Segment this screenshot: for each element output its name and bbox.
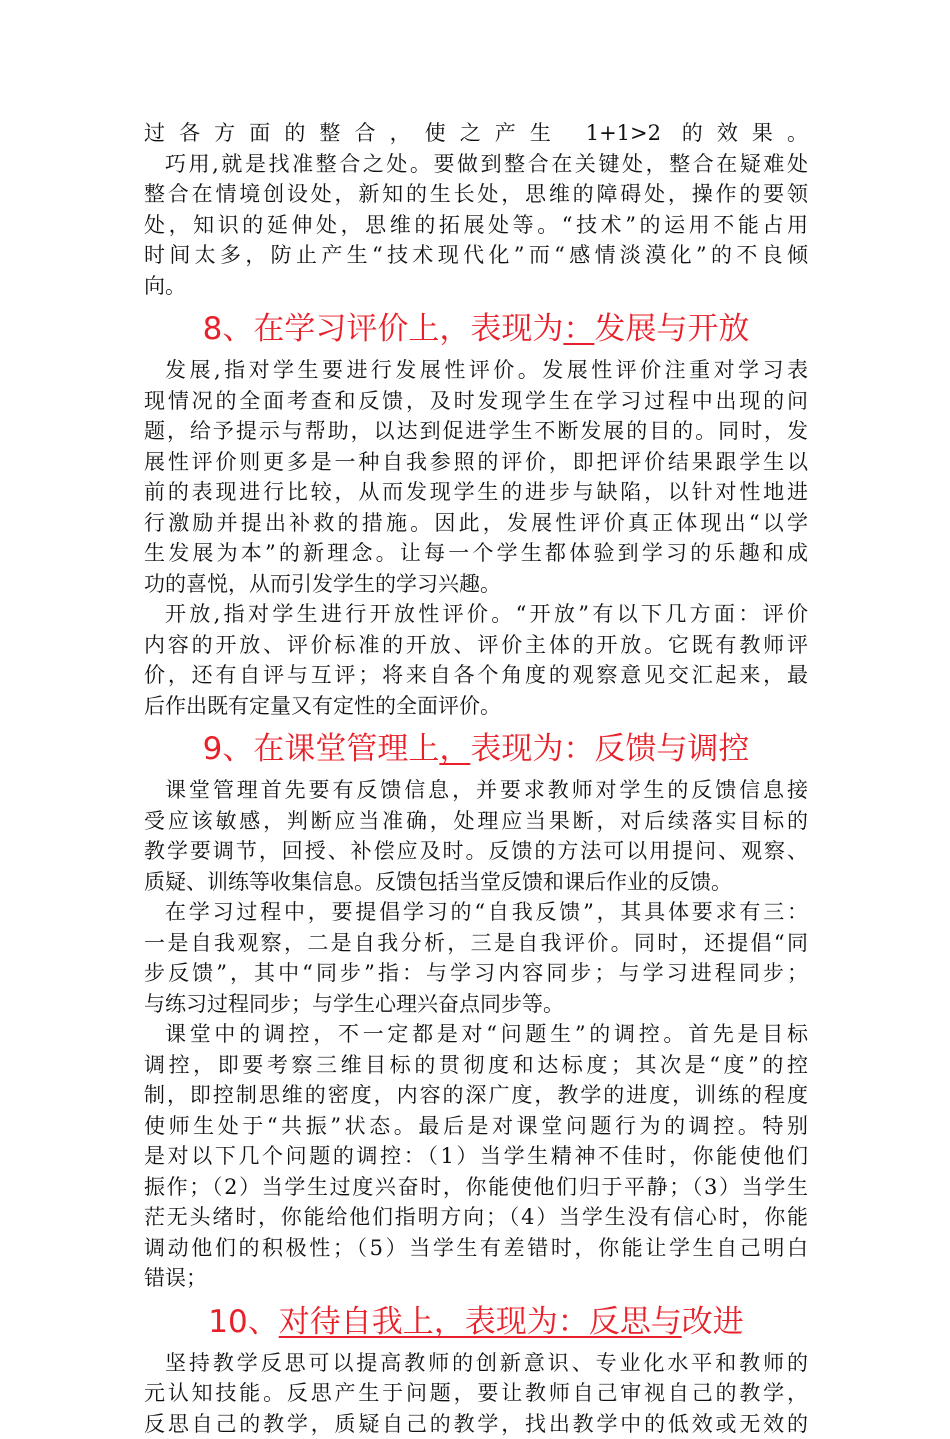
text-line: 课堂管理首先要有反馈信息，并要求教师对学生的反馈信息接 (144, 775, 808, 806)
text-line: 质疑、训练等收集信息。反馈包括当堂反馈和课后作业的反馈。 (144, 867, 808, 898)
section-8-heading (144, 307, 808, 351)
heading-text: 改进 (682, 1304, 744, 1340)
text-line: 价，还有自评与互评；将来自各个角度的观察意见交汇起来，最 (144, 660, 808, 691)
lead-paragraph (144, 118, 808, 301)
text-line: 教学要调节，回授、补偿应及时。反馈的方法可以用提问、观察、 (144, 836, 808, 867)
section-9-heading (144, 727, 808, 771)
text-line: 是对以下几个问题的调控：（1）当学生精神不佳时，你能使他们 (144, 1141, 808, 1172)
text-line: 行激励并提出补救的措施。因此，发展性评价真正体现出“以学 (144, 508, 808, 539)
text-line: 错误； (144, 1263, 808, 1294)
text-line: 元认知技能。反思产生于问题，要让教师自己审视自己的教学， (144, 1378, 808, 1409)
text-line: 与练习过程同步；与学生心理兴奋点同步等。 (144, 989, 808, 1020)
section-9-paragraph-1 (144, 775, 808, 897)
text-line: 课堂中的调控，不一定都是对“问题生”的调控。首先是目标 (144, 1019, 808, 1050)
heading-text: 9、在课堂管理上 (203, 731, 440, 767)
text-line: 发展,指对学生要进行发展性评价。发展性评价注重对学习表 (144, 355, 808, 386)
heading-text: 10、 (208, 1304, 278, 1340)
heading-underlined-text: 对待自我上，表现为：反思与 (279, 1304, 682, 1340)
text-line: 制，即控制思维的密度，内容的深广度，教学的进度，训练的程度 (144, 1080, 808, 1111)
text-line: 功的喜悦，从而引发学生的学习兴趣。 (144, 569, 808, 600)
text-line: 调控，即要考察三维目标的贯彻度和达标度；其次是“度”的控 (144, 1050, 808, 1081)
text-line: 时间太多，防止产生“技术现代化”而“感情淡漠化”的不良倾 (144, 240, 808, 271)
text-line: 一是自我观察，二是自我分析，三是自我评价。同时，还提倡“同 (144, 928, 808, 959)
text-line: 坚持教学反思可以提高教师的创新意识、专业化水平和教师的 (144, 1348, 808, 1379)
heading-text: 发展与开放 (594, 311, 749, 347)
text-line: 茫无头绪时，你能给他们指明方向；（4）当学生没有信心时，你能 (144, 1202, 808, 1233)
text-line: 过各方面的整合，使之产生 1+1>2 的效果。 (144, 118, 808, 149)
section-8-paragraph-1 (144, 355, 808, 599)
text-line: 现情况的全面考查和反馈，及时发现学生在学习过程中出现的问 (144, 386, 808, 417)
text-line: 巧用,就是找准整合之处。要做到整合在关键处，整合在疑难处 (144, 149, 808, 180)
text-line: 生发展为本”的新理念。让每一个学生都体验到学习的乐趣和成 (144, 538, 808, 569)
text-line: 向。 (144, 271, 808, 302)
text-line: 内容的开放、评价标准的开放、评价主体的开放。它既有教师评 (144, 630, 808, 661)
heading-underlined-text: ： (563, 311, 594, 347)
text-line: 前的表现进行比较，从而发现学生的进步与缺陷，以针对性地进 (144, 477, 808, 508)
text-line: 展性评价则更多是一种自我参照的评价，即把评价结果跟学生以 (144, 447, 808, 478)
text-line: 使师生处于“共振”状态。最后是对课堂问题行为的调控。特别 (144, 1111, 808, 1142)
text-line: 处，知识的延伸处，思维的拓展处等。“技术”的运用不能占用 (144, 210, 808, 241)
section-10-paragraph-1 (144, 1348, 808, 1439)
text-line: 振作；（2）当学生过度兴奋时，你能使他们归于平静；（3）当学生 (144, 1172, 808, 1203)
heading-underlined-text: ， (439, 731, 470, 767)
text-line: 在学习过程中，要提倡学习的“自我反馈”，其具体要求有三： (144, 897, 808, 928)
text-line: 调动他们的积极性；（5）当学生有差错时，你能让学生自己明白 (144, 1233, 808, 1264)
text-line: 反思自己的教学，质疑自己的教学，找出教学中的低效或无效的 (144, 1409, 808, 1439)
section-9-paragraph-3 (144, 1019, 808, 1294)
text-line: 题，给予提示与帮助，以达到促进学生不断发展的目的。同时，发 (144, 416, 808, 447)
text-line: 整合在情境创设处，新知的生长处，思维的障碍处，操作的要领 (144, 179, 808, 210)
section-8-paragraph-2 (144, 599, 808, 721)
text-line: 开放,指对学生进行开放性评价。“开放”有以下几方面：评价 (144, 599, 808, 630)
heading-text: 8、在学习评价上，表现为 (203, 311, 564, 347)
section-9-paragraph-2 (144, 897, 808, 1019)
text-line: 受应该敏感，判断应当准确，处理应当果断，对后续落实目标的 (144, 806, 808, 837)
heading-text: 表现为：反馈与调控 (470, 731, 749, 767)
text-line: 后作出既有定量又有定性的全面评价。 (144, 691, 808, 722)
section-10-heading (144, 1300, 808, 1344)
text-line: 步反馈”，其中“同步”指：与学习内容同步；与学习进程同步； (144, 958, 808, 989)
